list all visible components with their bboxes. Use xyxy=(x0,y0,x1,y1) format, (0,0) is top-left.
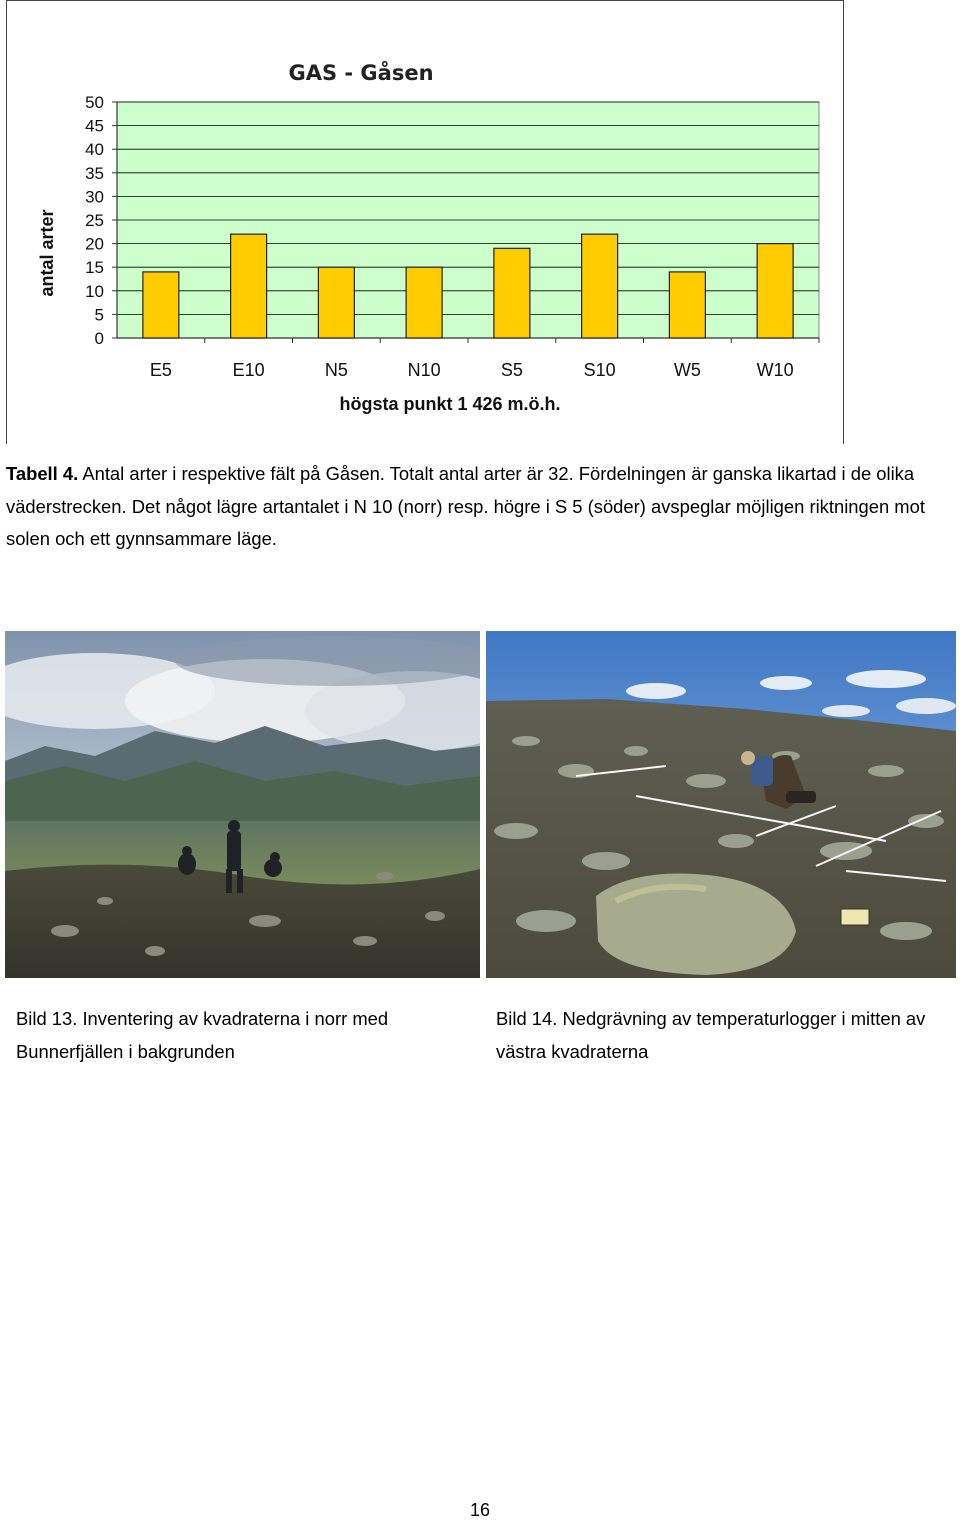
bar-s10 xyxy=(582,234,618,338)
bar-w5 xyxy=(669,272,705,338)
y-tick-label: 20 xyxy=(85,234,104,254)
y-tick-label: 0 xyxy=(94,329,104,348)
chart-title: GAS - Gåsen xyxy=(288,61,434,85)
y-tick-label: 15 xyxy=(85,258,104,278)
x-tick-label: W10 xyxy=(756,360,794,380)
bar-n10 xyxy=(406,267,442,338)
x-tick-label: S10 xyxy=(583,360,616,380)
y-tick-label: 30 xyxy=(85,187,104,207)
chart-svg xyxy=(7,1,845,445)
x-tick-label: W5 xyxy=(673,360,701,380)
x-tick-label: E10 xyxy=(232,360,265,380)
y-tick-label: 10 xyxy=(85,281,104,301)
bar-n5 xyxy=(318,267,354,338)
x-tick-label: N5 xyxy=(324,360,348,380)
photo-rocky-plateau xyxy=(486,631,956,978)
table-caption xyxy=(6,458,936,556)
x-tick-label: S5 xyxy=(500,360,523,380)
bar-s5 xyxy=(494,248,530,338)
bar-chart xyxy=(6,0,844,444)
x-tick-label: N10 xyxy=(407,360,441,380)
y-tick-label: 35 xyxy=(85,163,104,183)
y-tick-label: 50 xyxy=(85,93,104,112)
photo-caption-13: Bild 13. Inventering av kvadraterna i norr med Bunnerfjällen i bakgrunden xyxy=(16,1008,389,1062)
bar-w10 xyxy=(757,244,793,338)
photo-caption-14: Bild 14. Nedgrävning av temperaturlogger i mitten av västra kvadraterna xyxy=(496,1008,926,1062)
x-axis-title: högsta punkt 1 426 m.ö.h. xyxy=(339,394,561,414)
page-number: 16 xyxy=(470,1500,491,1520)
caption-label: Tabell 4. xyxy=(6,463,79,484)
y-tick-label: 45 xyxy=(85,116,104,136)
x-tick-label: E5 xyxy=(149,360,172,380)
bar-e10 xyxy=(231,234,267,338)
caption-text: Antal arter i respektive fält på Gåsen. Totalt antal arter är 32. Fördelningen är ganska likartad i de olika väderstrecken. Det något lägre artantalet i N 10 (norr) resp. högre i S 5 (söder) avspeglar möjligen riktningen mot solen och ett gynnsammare läge. xyxy=(6,463,925,549)
y-tick-label: 25 xyxy=(85,211,104,230)
photo-mountain-landscape xyxy=(5,631,480,978)
y-tick-label: 5 xyxy=(94,305,104,325)
y-axis-title: antal arter xyxy=(37,209,57,297)
y-tick-label: 40 xyxy=(85,140,104,160)
bar-e5 xyxy=(143,272,179,338)
